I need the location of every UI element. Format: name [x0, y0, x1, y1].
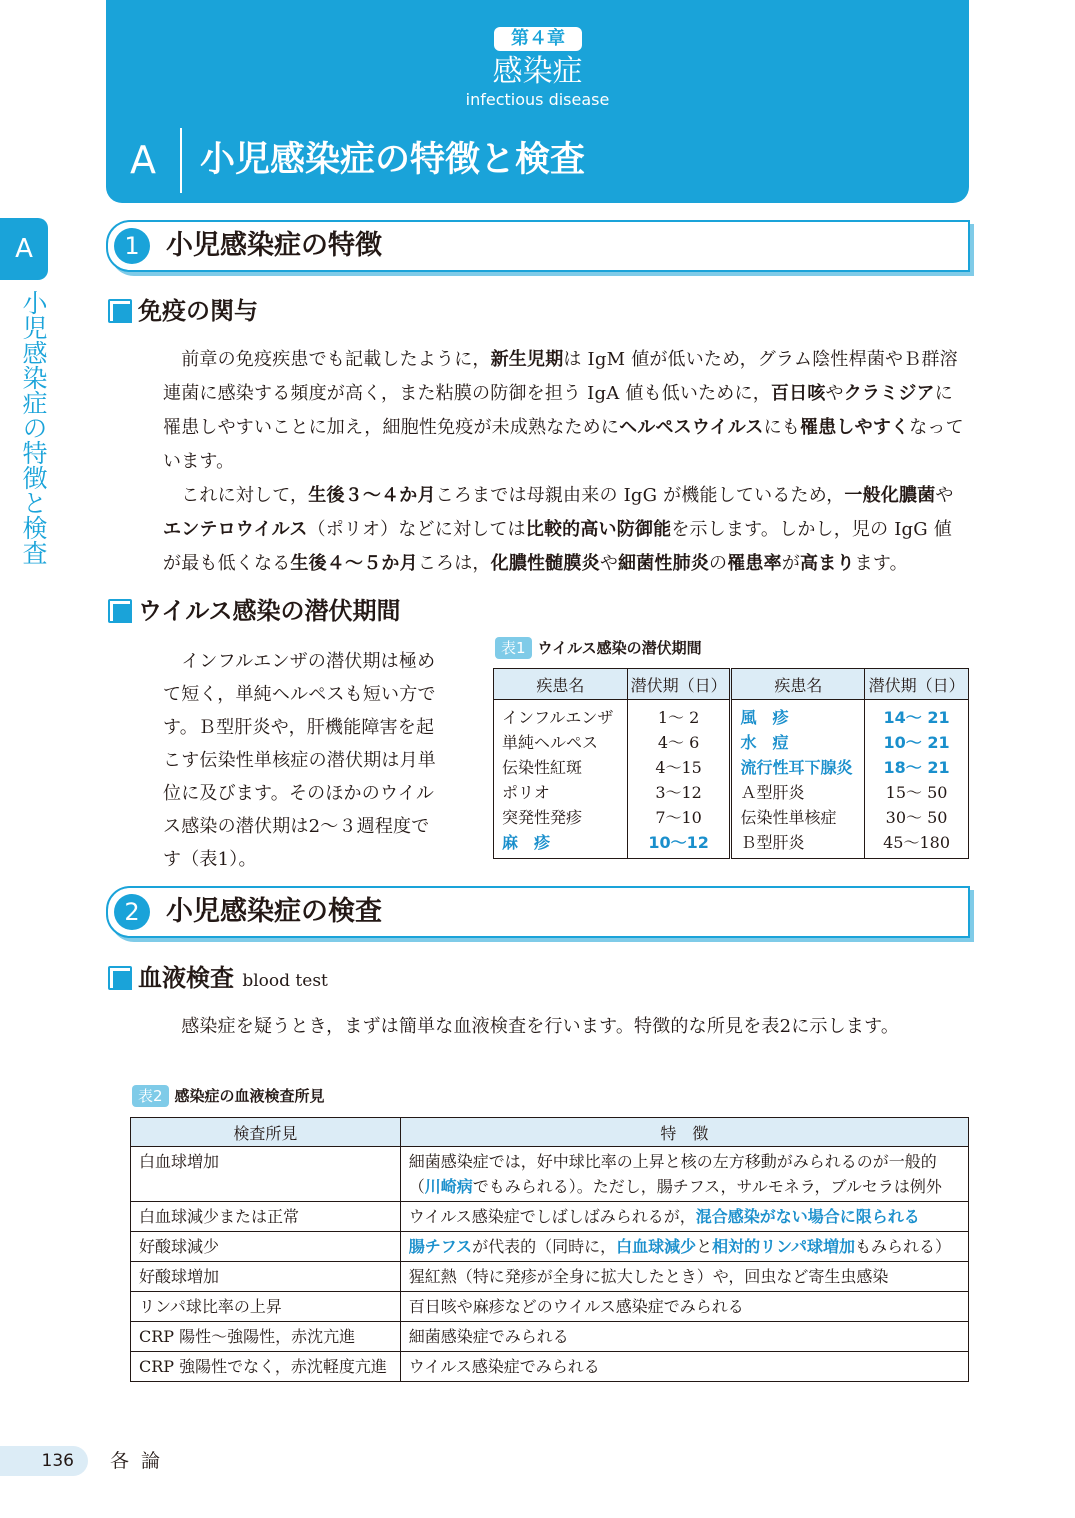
table2-finding: CRP 強陽性でなく，赤沈軽度亢進: [131, 1352, 401, 1382]
table2-feature: [400, 1147, 968, 1202]
table1-header: 潜伏期（日）: [865, 669, 969, 700]
text-run: や: [825, 383, 844, 404]
table1-cell: 伝染性単核症: [731, 804, 865, 829]
table2-feature: [400, 1232, 968, 1262]
table2-finding: 好酸球減少: [131, 1232, 401, 1262]
table2-feature: [400, 1322, 968, 1352]
emphasis-text: ヘルペスウイルス: [619, 417, 764, 438]
table1-cell: 4～15: [627, 754, 731, 779]
table1-cell: 10～12: [627, 829, 731, 854]
table1-row: [494, 729, 969, 754]
table1: [493, 668, 969, 859]
table1-cell: 7～10: [627, 804, 731, 829]
table1-cell: Ｂ型肝炎: [731, 829, 865, 854]
side-tab-letter: A: [0, 218, 48, 280]
table2-row: [131, 1262, 969, 1292]
table1-cell: 1～ 2: [627, 700, 731, 730]
table1-cell: インフルエンザ: [494, 700, 628, 730]
text-run: に罹患しやすいことに加え，細胞性免疫が未成熟なために: [163, 383, 953, 438]
emphasis-text: 白血球減少: [616, 1237, 697, 1256]
side-tab-text: 小児感染症の特徴と検査: [19, 290, 48, 565]
section-title: 小児感染症の特徴と検査: [200, 140, 586, 180]
emphasis-text: 化膿性髄膜炎: [490, 553, 600, 574]
paragraph-blood: 感染症を疑うとき，まずは簡単な血液検査を行います。特徴的な所見を表2に示します。: [163, 1016, 900, 1037]
table1-cell: 4～ 6: [627, 729, 731, 754]
text-run: 猩紅熱（特に発疹が全身に拡大したとき）や，回虫など寄生虫感染: [408, 1267, 889, 1286]
text-run: にも: [763, 417, 801, 438]
text-run: や: [935, 485, 954, 506]
heading-number: 2: [114, 894, 150, 930]
square-icon: [113, 304, 132, 323]
text-run: ます。: [854, 553, 908, 574]
footer-title: 各論: [110, 1450, 173, 1472]
table1-header: 潜伏期（日）: [627, 669, 731, 700]
text-run: でもみられる）。ただし，腸チフス，サルモネラ，ブルセラは例外: [472, 1177, 942, 1196]
text-run: ウイルス感染症でしばしばみられるが，: [408, 1207, 696, 1226]
table1-cell: 伝染性紅斑: [494, 754, 628, 779]
table1-cell: 30～ 50: [865, 804, 969, 829]
chapter-label: 第４章: [494, 27, 582, 51]
table1-spacer-cell: [494, 854, 628, 859]
table1-spacer-cell: [865, 854, 969, 859]
chapter-subtitle: infectious disease: [465, 90, 610, 109]
table1-row: [494, 754, 969, 779]
subheading-title-en: blood test: [242, 971, 328, 991]
text-run: もみられる）: [855, 1237, 952, 1256]
text-run: が代表的（同時に，: [472, 1237, 617, 1256]
table1-cell: 45～180: [865, 829, 969, 854]
table1-label: 表1: [495, 637, 532, 659]
table2-row: [131, 1352, 969, 1382]
text-run: 百日咳や麻疹などのウイルス感染症でみられる: [408, 1297, 744, 1316]
table1-header: 疾患名: [731, 669, 865, 700]
table1-cell: 15～ 50: [865, 779, 969, 804]
text-run: ウイルス感染症でみられる: [408, 1357, 600, 1376]
table2: [130, 1117, 969, 1382]
emphasis-text: エンテロウイルス: [163, 519, 308, 540]
table1-cell: 突発性発疹: [494, 804, 628, 829]
text-run: 細菌感染症では，好中球比率の上昇と核の左方移動がみられるのが一般的（: [408, 1152, 937, 1196]
emphasis-text: 川崎病: [424, 1177, 473, 1196]
text-run: の: [709, 553, 728, 574]
heading-title: 小児感染症の検査: [166, 896, 382, 927]
table1-row: [494, 829, 969, 854]
table1-cell: 14～ 21: [865, 700, 969, 730]
emphasis-text: 比較的高い防御能: [525, 519, 672, 540]
emphasis-text: 腸チフス: [408, 1237, 473, 1256]
table1-cell: Ａ型肝炎: [731, 779, 865, 804]
table2-finding: CRP 陽性～強陽性，赤沈亢進: [131, 1322, 401, 1352]
emphasis-text: 細菌性肺炎: [618, 553, 710, 574]
table2-feature: [400, 1202, 968, 1232]
table2-feature: [400, 1352, 968, 1382]
paragraph-incubation: [163, 645, 445, 876]
table2-row: [131, 1202, 969, 1232]
subheading-title: [138, 963, 328, 996]
text-run: ころまでは母親由来の IgG が機能しているため，: [435, 485, 845, 506]
table2-row: [131, 1292, 969, 1322]
emphasis-text: 新生児期: [490, 349, 564, 370]
text-run: や: [599, 553, 619, 574]
text-run: インフルエンザの潜伏期は極めて短く，単純ヘルペスも短い方です。Ｂ型肝炎や，肝機能障害を起こす伝染性単核症の潜伏期は月単位に及びます。そのほかのウイルス感染の潜伏期は2～３週程度です（表1）。: [163, 651, 436, 870]
square-icon: [113, 971, 132, 990]
section-divider: [180, 128, 182, 193]
chapter-title: 感染症: [492, 54, 583, 89]
square-icon: [113, 604, 132, 623]
table2-row: [131, 1232, 969, 1262]
table2-row: [131, 1322, 969, 1352]
table2-finding: 白血球減少または正常: [131, 1202, 401, 1232]
table2-feature: [400, 1292, 968, 1322]
emphasis-text: クラミジア: [843, 383, 935, 404]
heading-title: 小児感染症の特徴: [166, 230, 382, 261]
table2-finding: 好酸球増加: [131, 1262, 401, 1292]
table2-row: [131, 1147, 969, 1202]
table2-header: 特 徴: [400, 1118, 968, 1147]
emphasis-text: 生後４～５か月: [290, 553, 418, 574]
table1-header: 疾患名: [494, 669, 628, 700]
emphasis-text: 一般化膿菌: [844, 485, 936, 506]
section-letter: A: [130, 138, 156, 182]
table1-spacer-cell: [627, 854, 731, 859]
emphasis-text: 罹患率: [727, 553, 782, 574]
table2-label: 表2: [132, 1085, 169, 1107]
table1-cell: 10～ 21: [865, 729, 969, 754]
table1-row: [494, 700, 969, 730]
paragraph-immune-1: [163, 343, 969, 479]
table1-cell: 3～12: [627, 779, 731, 804]
paragraph-immune-2: [163, 479, 969, 581]
table1-cell: 水 痘: [731, 729, 865, 754]
subheading-title: 免疫の関与: [138, 297, 258, 325]
table1-cell: 風 疹: [731, 700, 865, 730]
emphasis-text: 百日咳: [770, 383, 826, 404]
table1-cell: ポリオ: [494, 779, 628, 804]
page-number-tab: [0, 1446, 88, 1476]
table2-title: 感染症の血液検査所見: [174, 1087, 325, 1105]
text-run: と: [696, 1237, 713, 1256]
table1-cell: 18～ 21: [865, 754, 969, 779]
text-run: （ポリオ）などに対しては: [307, 519, 526, 540]
subheading-title: ウイルス感染の潜伏期間: [138, 597, 401, 625]
table2-feature: [400, 1262, 968, 1292]
text-run: これに対して，: [163, 485, 309, 506]
table1-cell: 流行性耳下腺炎: [731, 754, 865, 779]
heading-2: [106, 886, 970, 938]
table1-row: [494, 804, 969, 829]
table1-title: ウイルス感染の潜伏期間: [537, 639, 702, 657]
table2-header: 検査所見: [131, 1118, 401, 1147]
emphasis-text: 混合感染がない場合に限られる: [695, 1207, 920, 1226]
table2-finding: リンパ球比率の上昇: [131, 1292, 401, 1322]
heading-1: [106, 220, 970, 272]
text-run: なっています。: [163, 417, 964, 472]
emphasis-text: 生後３～４か月: [308, 485, 436, 506]
table1-cell: 単純ヘルペス: [494, 729, 628, 754]
text-run: が: [781, 553, 801, 574]
text-run: ころは，: [417, 553, 491, 574]
table1-cell: 麻 疹: [494, 829, 628, 854]
table1-row: [494, 779, 969, 804]
emphasis-text: 罹患しやすく: [800, 417, 910, 438]
page-number: 136: [41, 1451, 74, 1471]
table2-finding: 白血球増加: [131, 1147, 401, 1202]
text-run: を示します。しかし，児の IgG 値が最も低くなる: [163, 519, 952, 574]
emphasis-text: 相対的リンパ球増加: [712, 1237, 855, 1256]
table1-spacer: [494, 854, 969, 859]
table1-caption: [495, 637, 702, 659]
text-run: 細菌感染症でみられる: [408, 1327, 569, 1346]
table1-spacer-cell: [731, 854, 865, 859]
text-run: は IgM 値が低いため，グラム陰性桿菌やＢ群溶連菌に感染する頻度が高く，また粘膜の防御を担う IgA 値も低いために，: [163, 349, 958, 404]
heading-number: 1: [114, 228, 150, 264]
table2-caption: [132, 1085, 325, 1107]
subheading-title-jp: 血液検査: [138, 964, 234, 992]
text-run: 前章の免疫疾患でも記載したように，: [163, 349, 491, 370]
emphasis-text: 高まり: [800, 553, 855, 574]
